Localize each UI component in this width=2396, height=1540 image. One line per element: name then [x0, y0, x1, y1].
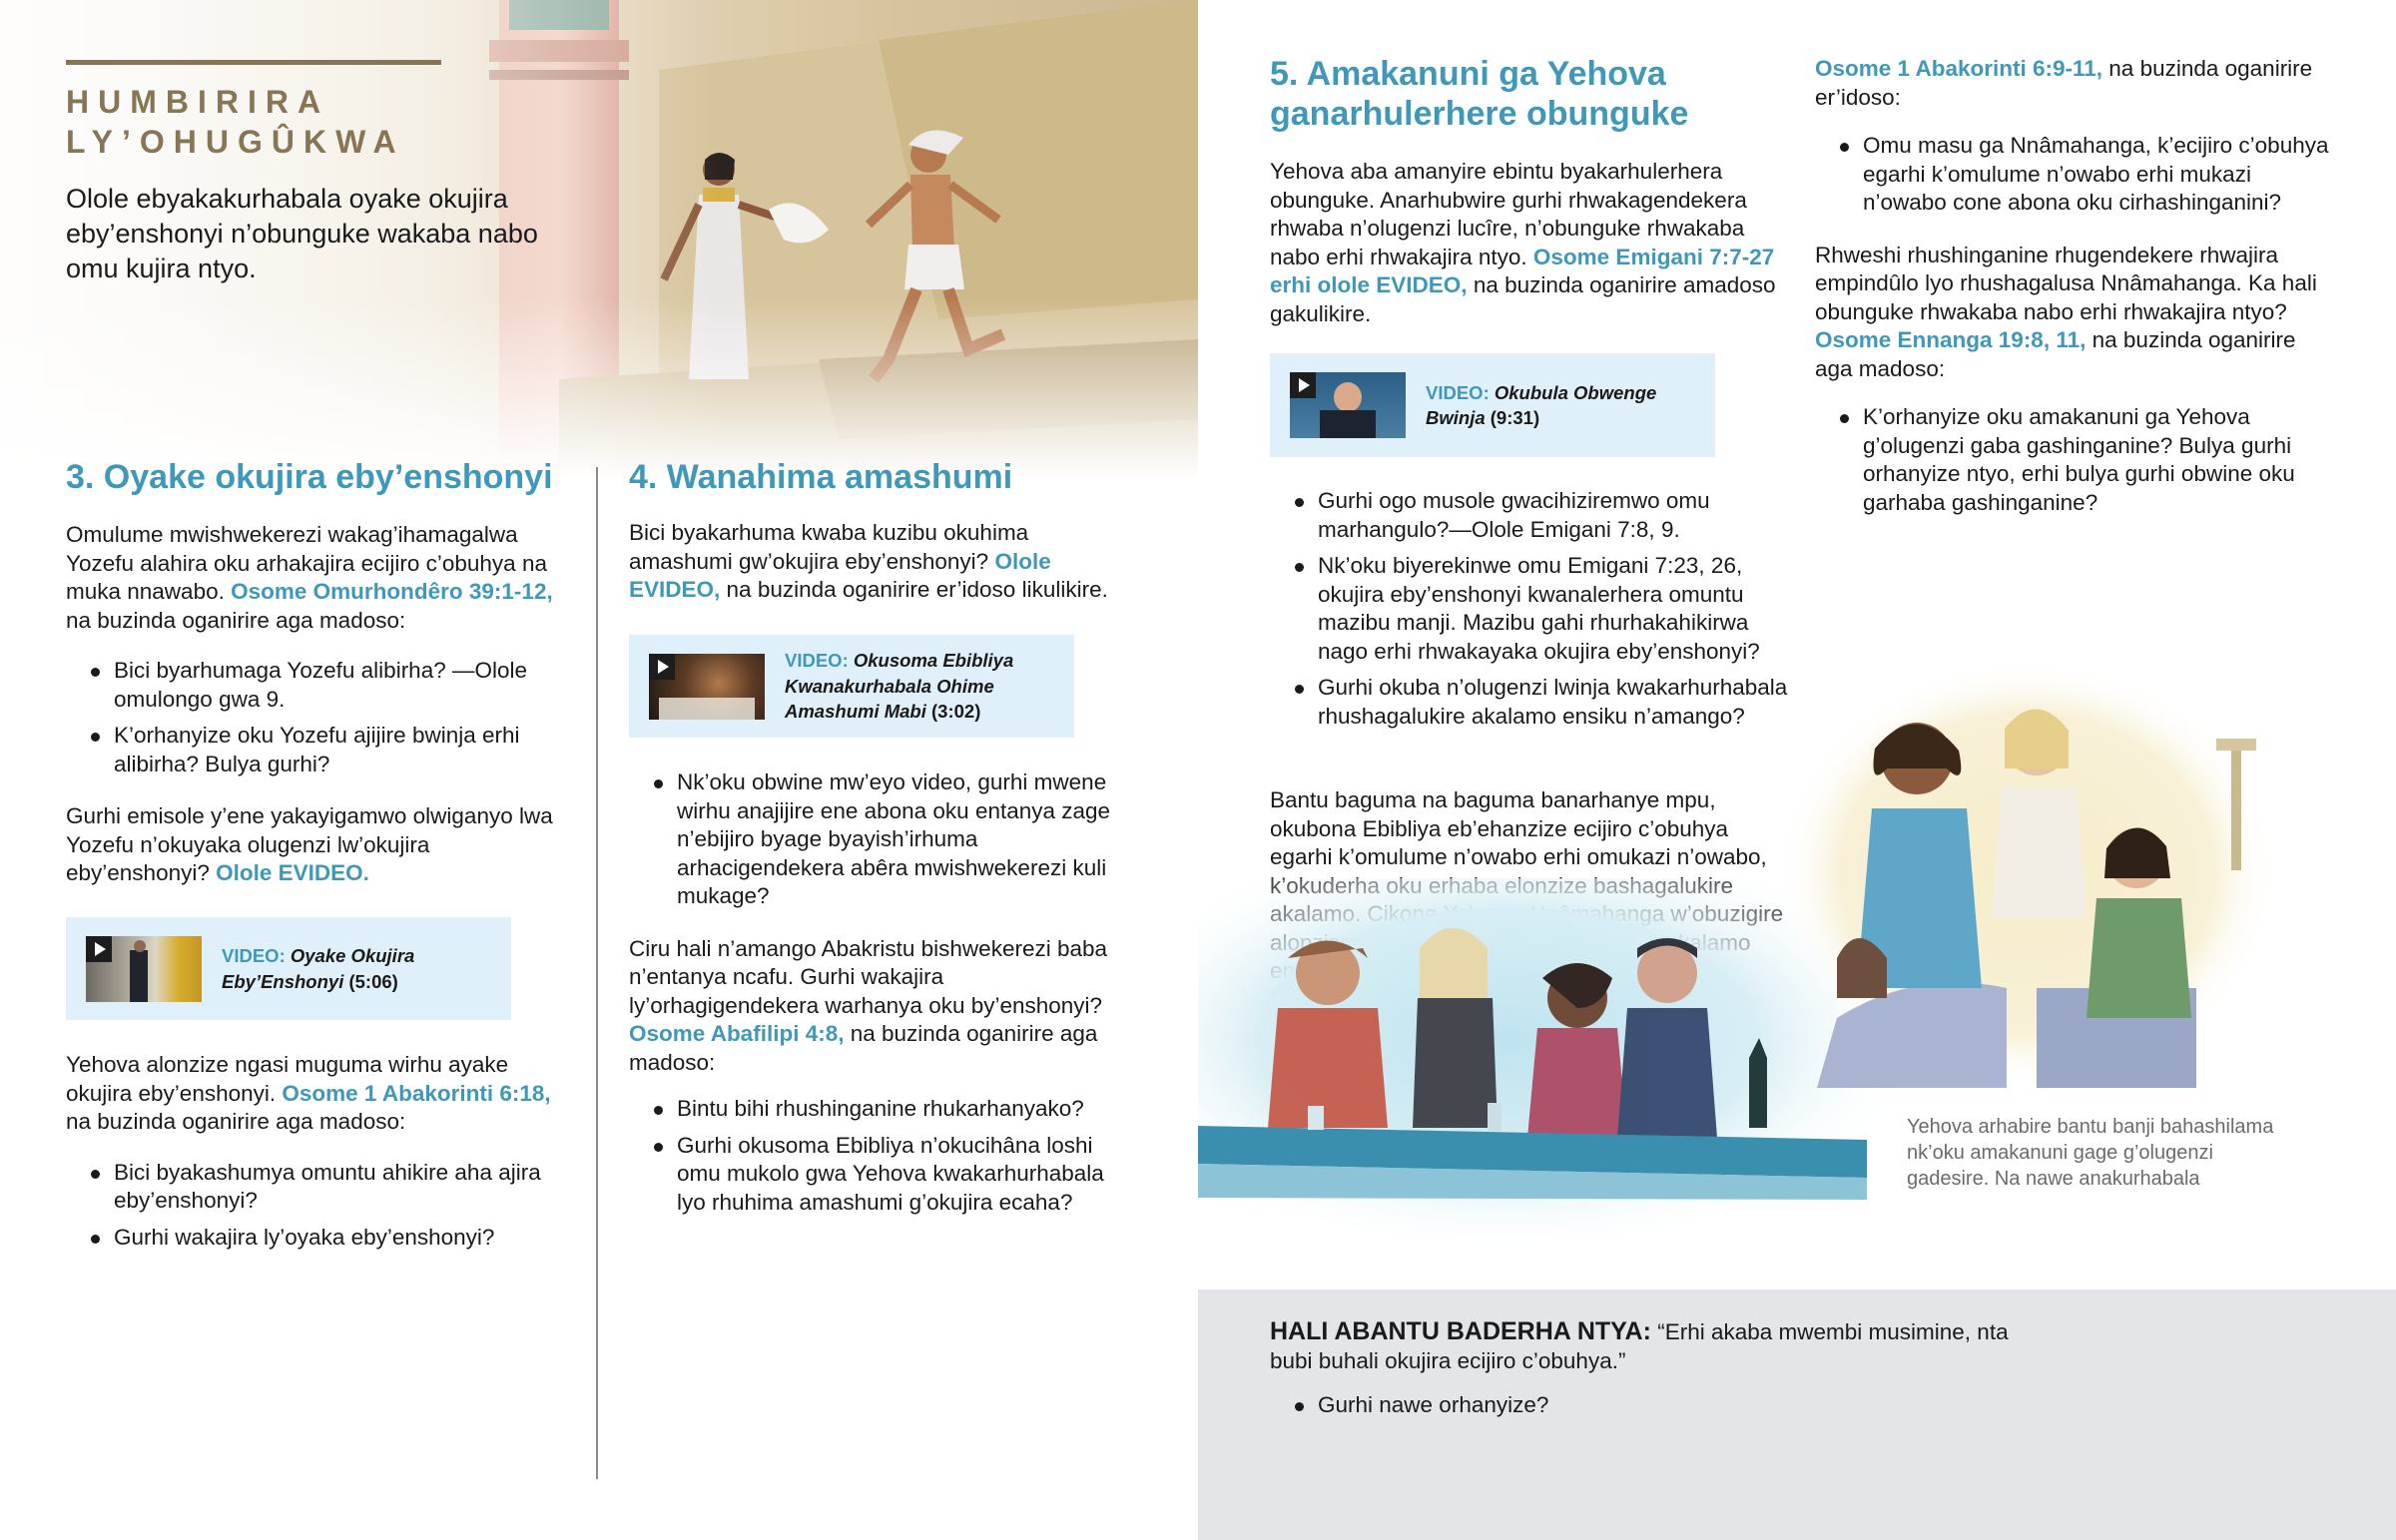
image-caption: Yehova arhabire bantu banji bahashilama nk’oku amakanuni gage g’olugenzi gadesire. Na nawe anakurhabala [1907, 1116, 2274, 1190]
list-item: Gurhi okuba n’olugenzi lwinja kwakarhurhabala rhushagalukire akalamo ensiku n’amango? [1270, 674, 1789, 731]
list-item: Bici byarhumaga Yozefu alibirha? —Olole omulongo gwa 9. [66, 657, 575, 714]
section-4-paragraph-2: Ciru hali n’amango Abakristu bishwekerezi baba n’entanya ncafu. Gurhi wakajira ly’orhagigendekera warhanya oku by’enshonyi? Osome Abafilipi 4:8, na buzinda oganirire aga madoso: [629, 935, 1108, 1075]
section-3-cont [66, 1051, 575, 1260]
play-icon[interactable] [86, 936, 112, 962]
women-illustration [1777, 659, 2276, 1088]
section-3-questions-1 [66, 657, 575, 778]
list-item: Nk’oku obwine mw’eyo video, gurhi mwene wirhu anajijire ene abona oku entanya zage n’ebijiro byage byayish’irhuma arhacigendekera abêra mwishwekerezi kuli mukage? [629, 769, 1128, 911]
section-3-questions-2 [66, 1159, 575, 1253]
list-item: Gurhi okusoma Ebibliya n’okucihâna loshi omu mukolo gwa Yehova kwakarhurhabala lyo rhuhima amashumi g’okujira ecaha? [629, 1132, 1128, 1218]
section-4-questions-2 [629, 1095, 1128, 1217]
play-icon[interactable] [649, 654, 675, 680]
section-5-questions-2 [1815, 132, 2334, 218]
video-box-oyake[interactable] [66, 917, 511, 1020]
video-link[interactable]: Olole EVIDEO. [216, 860, 369, 885]
section-3-title: 3. Oyake okujira eby’enshonyi [66, 458, 553, 496]
section-4-questions-1 [629, 769, 1128, 911]
video-thumbnail[interactable] [649, 654, 765, 720]
list-item: Omu masu ga Nnâmahanga, k’ecijiro c’obuhya egarhi k’omulume n’owabo erhi mukazi n’owabo cone abona oku cirhashinganini? [1815, 132, 2334, 218]
video-thumbnail[interactable] [86, 936, 202, 1002]
section-4 [629, 457, 1128, 605]
kicker-line-1: HUMBIRIRA [66, 84, 330, 120]
footer-lead: HALI ABANTU BADERHA NTYA: [1270, 1317, 1651, 1345]
section-4-paragraph-1: Bici byakarhuma kwaba kuzibu okuhima amashumi gw’okujira eby’enshonyi? Olole EVIDEO, na buzinda oganirire er’idoso likulikire. [629, 520, 1108, 602]
kicker-title [66, 82, 405, 162]
intro-text: Olole ebyakakurhabala oyake okujira eby’enshonyi n’obunguke wakaba nabo omu kujira ntyo. [66, 184, 538, 283]
list-item: Bici byakashumya omuntu ahikire aha ajira eby’enshonyi? [66, 1159, 575, 1216]
list-item: Gurhi ogo musole gwacihiziremwo omu marhangulo?—Olole Emigani 7:8, 9. [1270, 487, 1789, 544]
list-item: Gurhi nawe orhanyize? [1270, 1391, 2009, 1420]
section-5 [1270, 54, 1789, 328]
section-3-paragraph-3: Yehova alonzize ngasi muguma wirhu ayake okujira eby’enshonyi. Osome 1 Abakorinti 6:18, na buzinda oganirire aga madoso: [66, 1052, 551, 1134]
list-item: Gurhi wakajira ly’oyaka eby’enshonyi? [66, 1224, 575, 1253]
list-item: Nk’oku biyerekinwe omu Emigani 7:23, 26, okujira eby’enshonyi kwanalerhera omuntu mazibu manji. Mazibu gahi rhurhakahikirwa nago erhi rhwakayaka okujira eby’enshonyi? [1270, 552, 1789, 666]
section-4-title: 4. Wanahima amashumi [629, 458, 1013, 496]
footer-quote: HALI ABANTU BADERHA NTYA: “Erhi akaba mwembi musimine, nta bubi buhali okujira ecijiro c’obuhya.” [1270, 1317, 2009, 1373]
section-3-paragraph-2: Gurhi emisole y’ene yakayigamwo olwiganyo lwa Yozefu n’okuyaka olugenzi lw’okujira eby’enshonyi? Olole EVIDEO. [66, 803, 553, 885]
section-5-questions-3 [1815, 403, 2334, 517]
section-3 [66, 457, 575, 888]
section-3-paragraph-1: Omulume mwishwekerezi wakag’ihamagalwa Yozefu alahira oku arhakajira ecijiro c’obuhya na muka nnawabo. Osome Omurhondêro 39:1-12, na buzinda oganirire aga madoso: [66, 522, 553, 633]
section-5-paragraph-3: Rhweshi rhushinganine rhugendekere rhwajira empindûlo lyo rhushagalusa Nnâmahanga. Ka hali obunguke rhwakaba nabo erhi rhwakajira ntyo? Osome Ennanga 19:8, 11, na buzinda oganirire aga madoso: [1815, 242, 2317, 381]
kicker-rule [66, 60, 441, 65]
section-4-cont [629, 769, 1128, 1225]
section-5-paragraph-1: Yehova aba amanyire ebintu byakarhulerhera obunguke. Anarhubwire gurhi rhwakagendekera rhwaba n’olugenzi lucîre, n’obunguke rhwakaba nabo erhi rhwakajira ntyo. Osome Emigani 7:7-27 erhi olole EVIDEO, na buzinda oganirire amadoso gakulikire. [1270, 159, 1776, 326]
section-5-cont [1270, 487, 1789, 739]
scripture-link[interactable]: Osome 1 Abakorinti 6:18, [282, 1080, 551, 1106]
section-5-title: 5. Amakanuni ga Yehova ganarhulerhere obunguke [1270, 55, 1689, 133]
section-5-paragraph-2: Bantu baguma na baguma banarhanye mpu, okubona Ebibliya eb’ehanzize ecijiro c’obuhya egarhi k’omulume n’owabo erhi omukazi n’owabo, [1270, 787, 1767, 869]
play-icon[interactable] [1290, 372, 1316, 398]
column-divider [596, 467, 598, 1479]
footer-question [1270, 1391, 2009, 1428]
video-link[interactable]: Olole EVIDEO, [629, 548, 1051, 602]
video-caption: VIDEO: Oyake Okujira Eby’Enshonyi (5:06) [222, 945, 415, 992]
list-item: K’orhanyize oku amakanuni ga Yehova g’olugenzi gaba gashinganine? Bulya gurhi orhanyize ntyo, erhi bulya gurhi obwine oku garhaba gashinganine? [1815, 403, 2334, 517]
section-5-right-column [1815, 55, 2334, 525]
video-caption: VIDEO: Okusoma Ebibliya Kwanakurhabala Ohime Amashumi Mabi (3:02) [785, 650, 1014, 723]
footer-box [1198, 1289, 2396, 1540]
scripture-link[interactable]: Osome Abafilipi 4:8, [629, 1021, 845, 1046]
scripture-link[interactable]: Osome Ennanga 19:8, 11, [1815, 327, 2087, 352]
video-thumbnail[interactable] [1290, 372, 1406, 438]
scripture-link[interactable]: Osome 1 Abakorinti 6:9-11, [1815, 56, 2103, 81]
list-item: K’orhanyize oku Yozefu ajijire bwinja erhi alibirha? Bulya gurhi? [66, 722, 575, 778]
section-5-questions-1 [1270, 487, 1789, 731]
video-box-okubula[interactable] [1270, 353, 1715, 457]
kicker-line-2: LY’OHUGÛKWA [66, 124, 405, 160]
scripture-link[interactable]: Osome Emigani 7:7-27 erhi olole EVIDEO, [1270, 244, 1775, 297]
section-5-paragraph-2-end: Osome 1 Abakorinti 6:9-11, na buzinda oganirire er’idoso: [1815, 56, 2313, 110]
section-5-paragraph-2-start [1270, 786, 1789, 872]
list-item: Bintu bihi rhushinganine rhukarhanyako? [629, 1095, 1128, 1124]
video-box-okusoma[interactable] [629, 635, 1074, 738]
scripture-link[interactable]: Osome Omurhondêro 39:1-12, [231, 579, 553, 604]
video-caption: VIDEO: Okubula Obwenge Bwinja (9:31) [1426, 381, 1657, 428]
